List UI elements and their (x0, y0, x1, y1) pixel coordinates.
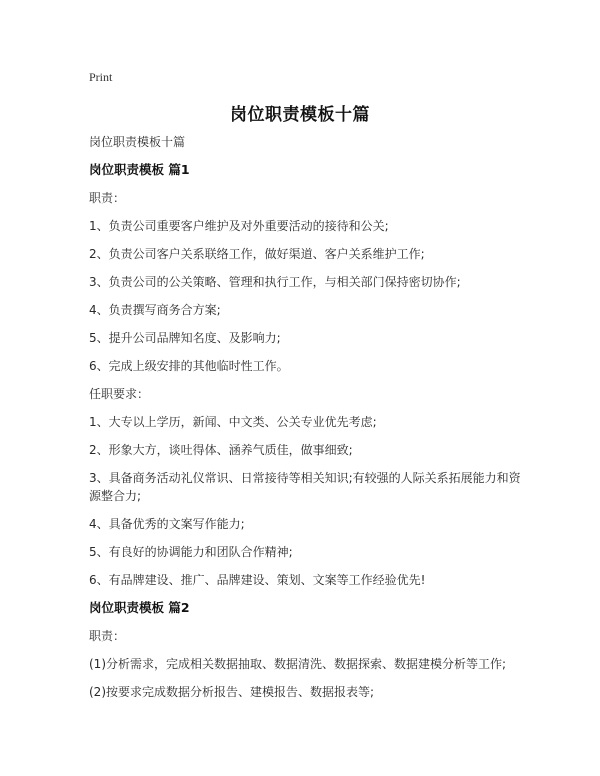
duty-item: (1)分析需求，完成相关数据抽取、数据清洗、数据探索、数据建模分析等工作; (89, 657, 507, 671)
intro-text: 岗位职责模板十篇 (89, 135, 186, 149)
section-heading-2: 岗位职责模板 篇2 (89, 600, 190, 615)
requirement-item: 6、有品牌建设、推广、品牌建设、策划、文案等工作经验优先! (89, 573, 426, 587)
duty-item: 5、提升公司品牌知名度、及影响力; (89, 331, 281, 345)
requirement-item: 3、具备商务活动礼仪常识、日常接待等相关知识;有较强的人际关系拓展能力和资源整合力; (89, 471, 521, 503)
requirement-item: 4、具备优秀的文案写作能力; (89, 517, 245, 531)
duty-item: 2、负责公司客户关系联络工作，做好渠道、客户关系维护工作; (89, 247, 425, 261)
duty-item: 1、负责公司重要客户维护及对外重要活动的接待和公关; (89, 219, 389, 233)
requirement-item: 2、形象大方，谈吐得体、涵养气质佳，做事细致; (89, 443, 353, 457)
requirement-item: 1、大专以上学历，新闻、中文类、公关专业优先考虑; (89, 415, 377, 429)
duties-label-2: 职责： (89, 629, 126, 643)
duties-label-1: 职责： (89, 191, 126, 205)
duty-item: 6、完成上级安排的其他临时性工作。 (89, 359, 289, 373)
document-body (89, 133, 529, 701)
section-heading-1: 岗位职责模板 篇1 (89, 162, 190, 177)
duty-item: 3、负责公司的公关策略、管理和执行工作，与相关部门保持密切协作; (89, 275, 461, 289)
requirement-item: 5、有良好的协调能力和团队合作精神; (89, 545, 293, 559)
requirements-label-1: 任职要求： (89, 387, 150, 401)
duty-item: (2)按要求完成数据分析报告、建模报告、数据报表等; (89, 685, 375, 699)
document-title: 岗位职责模板十篇 (230, 105, 370, 125)
print-label: Print (89, 70, 113, 84)
duty-item: 4、负责撰写商务合方案; (89, 303, 221, 317)
